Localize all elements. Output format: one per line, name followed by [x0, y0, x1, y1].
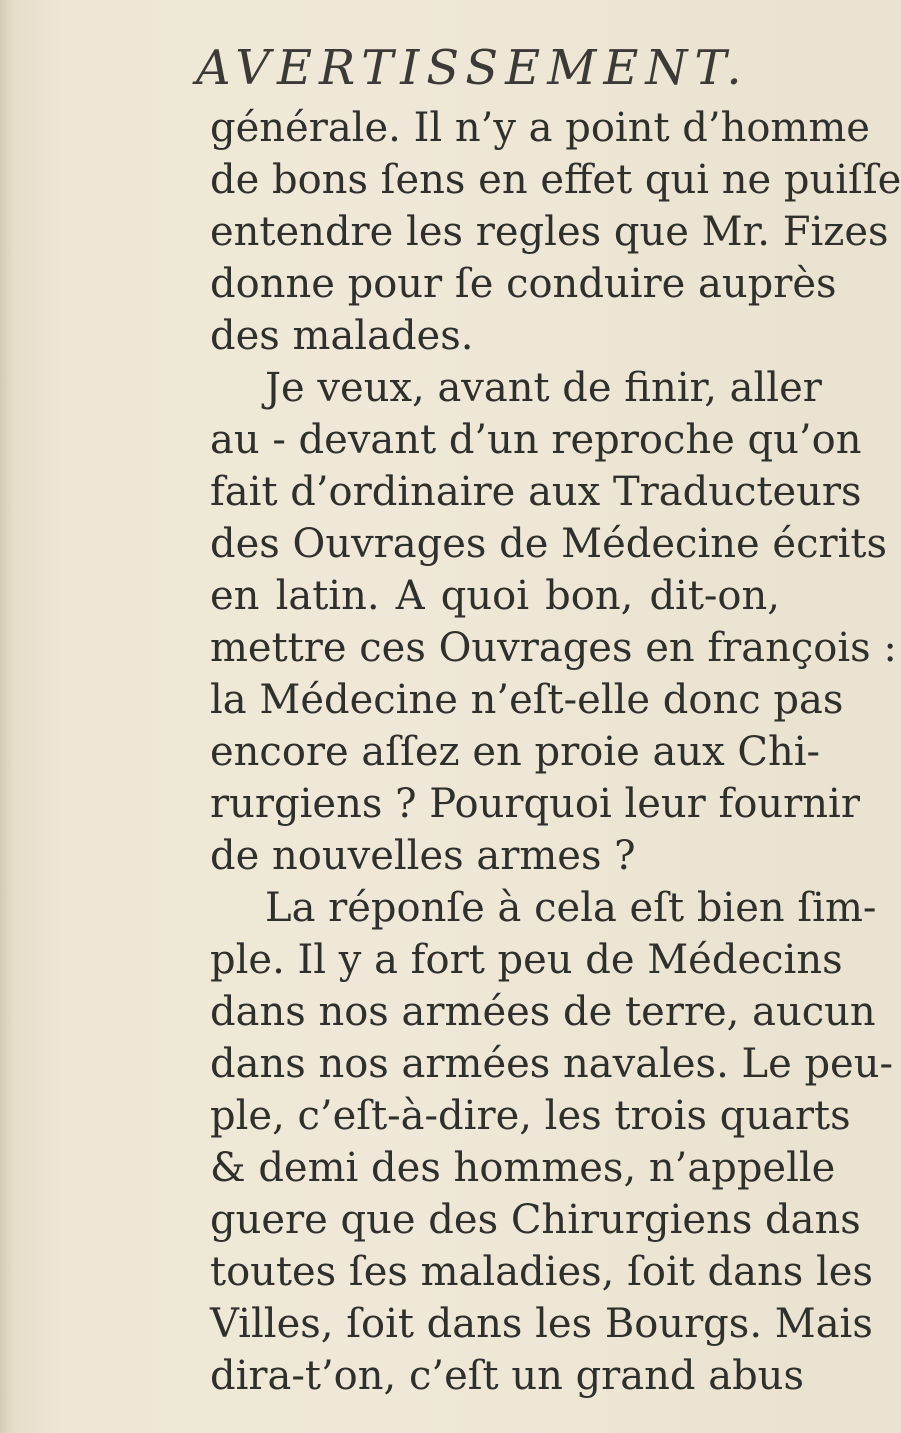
- paragraph-first-line: La réponſe à cela eſt bien ſim-: [265, 885, 877, 931]
- text-line: & demi des hommes, n’appelle: [210, 1145, 836, 1191]
- text-line: toutes ſes maladies, ſoit dans les: [210, 1249, 873, 1295]
- text-line: dira-t’on, c’eſt un grand abus: [210, 1353, 804, 1399]
- paragraph-first-line: Je veux, avant de finir, aller: [265, 365, 822, 411]
- text-line: la Médecine n’eſt-elle donc pas: [210, 677, 844, 723]
- text-line: de nouvelles armes ?: [210, 833, 636, 879]
- text-line: donne pour ſe conduire auprès: [210, 261, 837, 307]
- text-line: en latin. A quoi bon, dit-on,: [210, 573, 780, 619]
- page-gutter-shadow: [0, 0, 14, 1433]
- text-line: des Ouvrages de Médecine écrits: [210, 521, 887, 567]
- text-line: dans nos armées navales. Le peu-: [210, 1041, 894, 1087]
- text-line: des malades.: [210, 313, 474, 359]
- text-line: ple. Il y a fort peu de Médecins: [210, 937, 843, 983]
- text-line: de bons ſens en effet qui ne puiſſe: [210, 157, 901, 203]
- text-line: au - devant d’un reproche qu’on: [210, 417, 862, 463]
- text-line: rurgiens ? Pourquoi leur fournir: [210, 781, 860, 827]
- text-line: dans nos armées de terre, aucun: [210, 989, 876, 1035]
- text-line: encore aſſez en proie aux Chi-: [210, 729, 821, 775]
- text-line: mettre ces Ouvrages en françois :: [210, 625, 897, 671]
- text-line: générale. Il n’y a point d’homme: [210, 105, 870, 151]
- running-header: AVERTISSEMENT.: [196, 40, 749, 96]
- text-line: ple, c’eſt-à-dire, les trois quarts: [210, 1093, 851, 1139]
- text-line: fait d’ordinaire aux Traducteurs: [210, 469, 862, 515]
- text-line: entendre les regles que Mr. Fizes: [210, 209, 889, 255]
- text-line: Villes, ſoit dans les Bourgs. Mais: [210, 1301, 873, 1347]
- text-line: guere que des Chirurgiens dans: [210, 1197, 861, 1243]
